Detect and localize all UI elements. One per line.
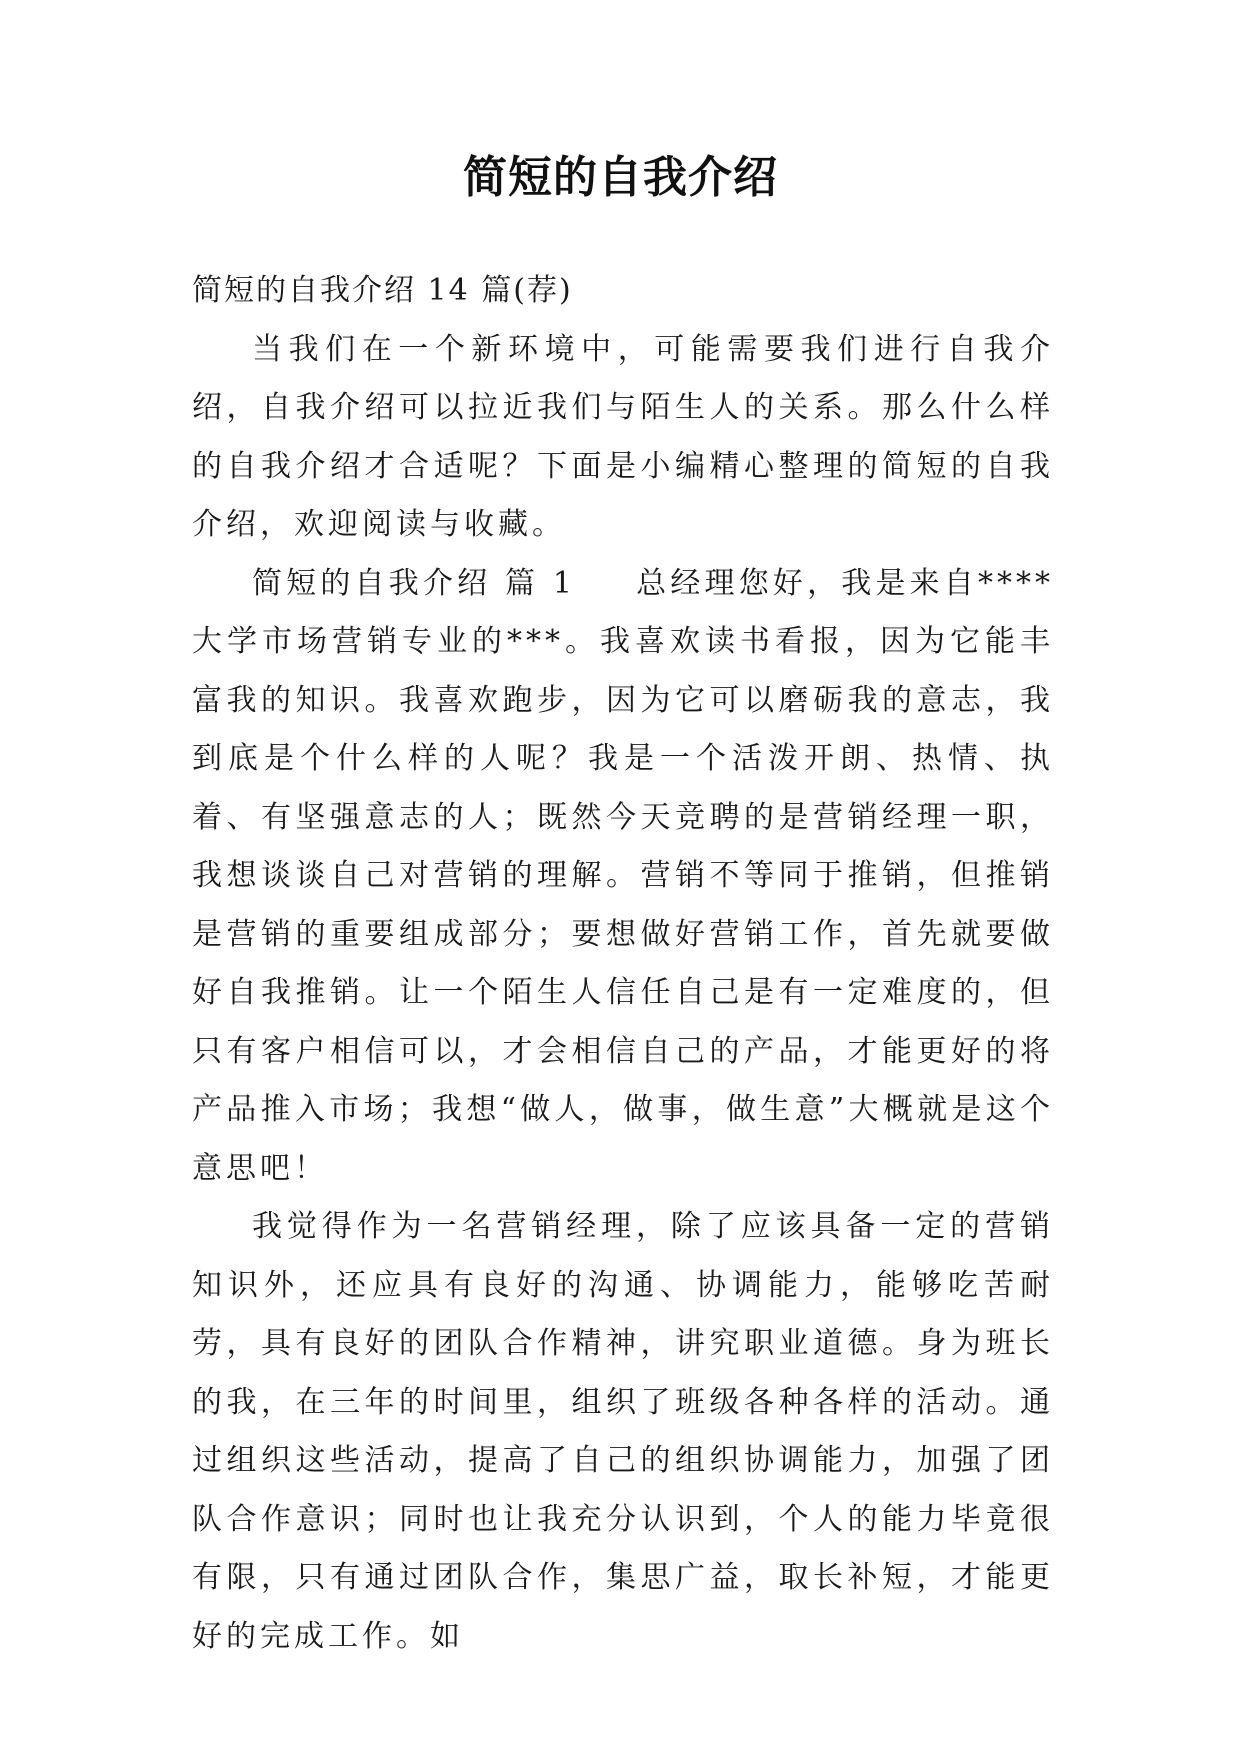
document-body [192,262,1054,1666]
section-1-paragraph [192,555,1054,1199]
intro-paragraph: 当我们在一个新环境中，可能需要我们进行自我介绍，自我介绍可以拉近我们与陌生人的关系。那么什么样的自我介绍才合适呢？下面是小编精心整理的简短的自我介绍，欢迎阅读与收藏。 [192,331,1054,542]
document-subtitle: 简短的自我介绍 14 篇(荐) [192,273,573,308]
section-1-text: 总经理您好，我是来自****大学市场营销专业的***。我喜欢读书看报，因为它能丰富我的知识。我喜欢跑步，因为它可以磨砺我的意志，我到底是个什么样的人呢？我是一个活泼开朗、热情、执着、有坚强意志的人；既然今天竞聘的是营销经理一职，我想谈谈自己对营销的理解。营销不等同于推销，但推销是营销的重要组成部分；要想做好营销工作，首先就要做好自我推销。让一个陌生人信任自己是有一定难度的，但只有客户相信可以，才会相信自己的产品，才能更好的将产品推入市场；我想“做人，做事，做生意”大概就是这个意思吧！ [192,565,1054,1186]
document-title: 简短的自我介绍 [463,152,778,203]
section-1-heading: 简短的自我介绍 篇 1 [252,565,576,601]
paragraph-3: 我觉得作为一名营销经理，除了应该具备一定的营销知识外，还应具有良好的沟通、协调能力，能够吃苦耐劳，具有良好的团队合作精神，讲究职业道德。身为班长的我，在三年的时间里，组织了班级各种各样的活动。通过组织这些活动，提高了自己的组织协调能力，加强了团队合作意识；同时也让我充分认识到，个人的能力毕竟很有限，只有通过团队合作，集思广益，取长补短，才能更好的完成工作。如 [192,1209,1054,1654]
